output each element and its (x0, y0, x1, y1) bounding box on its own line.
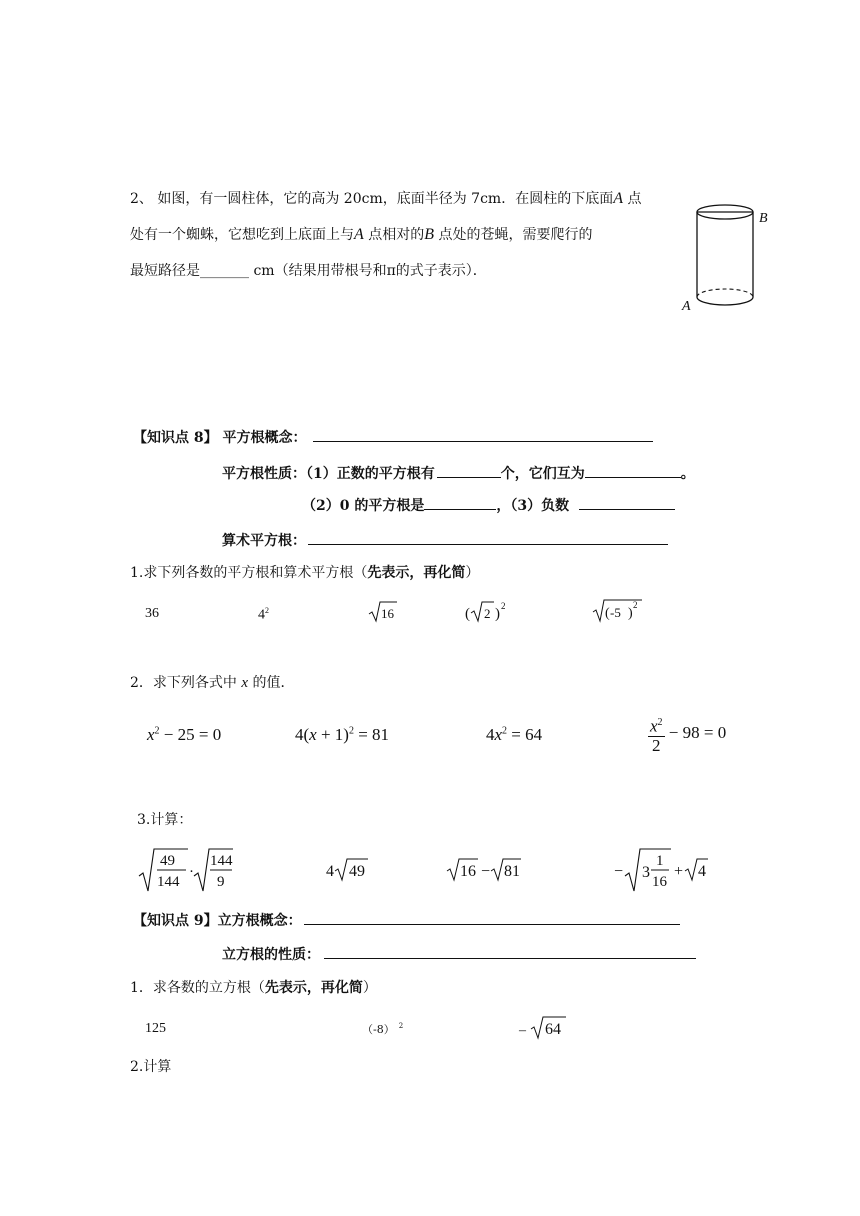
q2-text: 的值． (252, 675, 295, 691)
minus: – (519, 1023, 526, 1038)
denominator: 2 (652, 735, 661, 755)
kp9-item-neg-sqrt64 (518, 1014, 568, 1042)
equation-part: 4( (295, 725, 310, 744)
numerator: 49 (160, 853, 175, 869)
calc-3 (446, 856, 522, 884)
cylinder-figure (678, 200, 778, 316)
exponent: 2 (633, 600, 638, 610)
plus: + (674, 863, 684, 880)
q1-text: ） (465, 565, 480, 581)
problem2-line3 (130, 264, 487, 278)
exponent: 2 (501, 601, 506, 611)
kp9-heading-text: 【知识点 9】立方根概念： (133, 913, 302, 929)
problem2-text: 点相对的 (363, 227, 425, 243)
equation-1 (147, 725, 221, 745)
radicand: 16 (381, 606, 394, 621)
problem2-line1 (130, 192, 641, 206)
concept-blank (313, 429, 653, 442)
q1-emphasis: 先表示，再化简 (367, 565, 466, 581)
rparen: ) (628, 606, 633, 621)
exponent: 2 (398, 1022, 404, 1031)
point-a-label: A (613, 190, 623, 207)
equation-part: + 1) (320, 725, 349, 744)
point-b-label: B (424, 226, 435, 243)
lparen: ( (605, 606, 610, 621)
q1-text: 1．求各数的立方根（ (130, 980, 265, 996)
radicand: 81 (504, 863, 520, 880)
cylinder-bottom-back (697, 289, 753, 297)
cylinder-bottom-front (697, 297, 753, 305)
exponent: 2 (657, 717, 663, 728)
exponent: 2 (348, 725, 354, 737)
problem2-text: 2、 如图，有一圆柱体，它的高为 20cm，底面半径为 7cm．在圆柱的下底面 (130, 191, 614, 207)
equation-3 (486, 725, 542, 745)
base: 4 (258, 607, 265, 623)
negative-blank (579, 497, 675, 510)
variable-x: x (494, 725, 503, 744)
variable-x: x (650, 716, 658, 736)
label-b: B (759, 211, 768, 226)
radicand: -5 (610, 605, 621, 620)
kp8-q2 (130, 676, 295, 690)
fraction (648, 714, 665, 755)
variable-x: x (309, 725, 317, 744)
kp9-q2: 2.计算 (130, 1059, 172, 1075)
kp8-q1 (130, 566, 479, 580)
kp8-q3: 3.计算： (137, 812, 193, 828)
q1-item-sqrt2-squared (464, 599, 516, 625)
property-end: 。 (680, 466, 695, 482)
arith-root-blank (308, 532, 668, 545)
kp8-arith-root (222, 532, 668, 548)
calc-4 (613, 846, 709, 894)
problem2-text: 点处的苍蝇，需要爬行的 (434, 227, 593, 243)
dot: · (189, 864, 194, 880)
radicand: 16 (460, 863, 476, 880)
radicand: 2 (484, 606, 491, 621)
numerator: 1 (656, 853, 664, 869)
radicand: 64 (545, 1021, 561, 1038)
denominator: 16 (652, 874, 667, 890)
numerator: 144 (210, 853, 233, 869)
problem2-line2 (130, 228, 592, 242)
calc-1 (138, 846, 234, 894)
variable-x: x (241, 675, 249, 691)
answer-blank: _______ (200, 263, 249, 279)
equation-part: = 81 (358, 725, 390, 744)
kp8-property2 (302, 497, 675, 513)
count-blank (437, 465, 501, 478)
problem2-text: 最短路径是 (130, 263, 200, 279)
q1-item-36: 36 (145, 606, 159, 621)
property-text: （2）0 的平方根是 (302, 498, 425, 514)
radicand: 4 (698, 863, 706, 880)
base: （-8） (362, 1023, 395, 1036)
property-text: 个，它们互为 (500, 466, 585, 482)
q1-emphasis: 先表示，再化简 (264, 980, 363, 996)
equation-2 (295, 725, 389, 745)
exponent: 2 (154, 725, 160, 737)
denominator: 144 (157, 874, 180, 890)
q1-item-sqrt16 (368, 600, 398, 624)
point-a-label: A (354, 226, 364, 243)
property-text: ，（3）负数 (496, 498, 570, 514)
relation-blank (585, 465, 681, 478)
q1-item-4-squared (258, 606, 269, 624)
calc-2 (325, 856, 369, 884)
rparen: ) (495, 606, 500, 622)
kp8-heading-text: 【知识点 8】 平方根概念： (133, 430, 307, 446)
arith-root-label: 算术平方根： (222, 533, 306, 549)
label-a: A (682, 299, 691, 314)
kp9-item-neg8-squared (362, 1021, 403, 1037)
kp9-heading (133, 912, 680, 928)
kp9-property (222, 946, 696, 962)
lparen: ( (465, 606, 470, 622)
equation-part: = 64 (511, 725, 543, 744)
property-label: 立方根的性质： (222, 947, 320, 963)
q1-item-sqrt-neg5-squared (592, 597, 644, 625)
equation-part: 4 (486, 725, 495, 744)
kp8-property1 (222, 465, 695, 481)
property-label: 平方根性质：（1）正数的平方根有 (222, 466, 435, 482)
zero-root-blank (424, 497, 496, 510)
q1-text: ） (362, 980, 377, 996)
problem2-text: 点 (623, 191, 642, 207)
cube-root-property-blank (324, 946, 696, 959)
exponent: 2 (265, 606, 269, 615)
minus: − (614, 863, 624, 880)
equation-part: − 98 = 0 (668, 723, 727, 743)
q1-text: 1.求下列各数的平方根和算术平方根（ (130, 565, 368, 581)
numerator (648, 714, 665, 737)
problem2-text: cm（结果用带根号和π的式子表示）． (249, 263, 487, 279)
whole-part: 3 (642, 864, 650, 881)
kp8-heading (133, 429, 653, 445)
minus: − (481, 863, 491, 880)
variable-x: x (147, 725, 155, 744)
coefficient: 4 (326, 863, 334, 880)
q2-text: 2．求下列各式中 (130, 675, 237, 691)
kp9-q1 (130, 981, 377, 995)
kp9-item-125: 125 (145, 1021, 166, 1036)
exponent: 2 (502, 725, 508, 737)
equation-rest: − 25 = 0 (163, 725, 222, 744)
cube-root-concept-blank (304, 912, 680, 925)
denominator: 9 (217, 874, 225, 890)
equation-4 (648, 714, 726, 755)
problem2-text: 处有一个蜘蛛，它想吃到上底面上与 (130, 227, 354, 243)
radicand: 49 (349, 863, 365, 880)
